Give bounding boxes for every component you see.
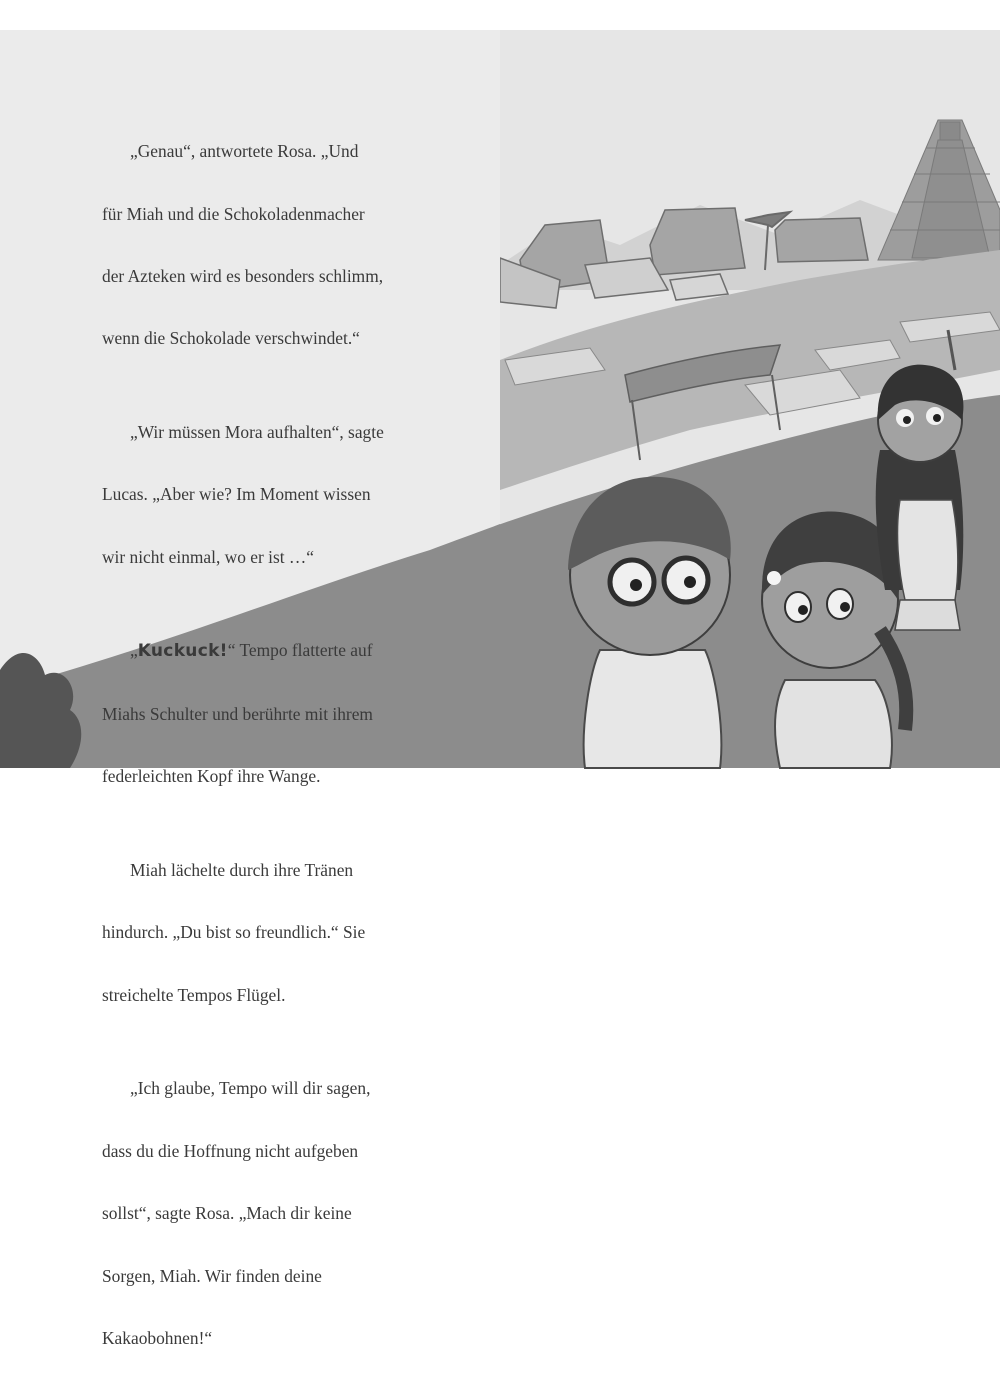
text-line: Kakaobohnen!“ [102,1327,213,1348]
sound-effect: Kuckuck! [137,641,228,662]
text-line [74,635,414,667]
text-line: wenn die Schokolade verschwindet.“ [102,328,360,349]
text-line: der Azteken wird es besonders schlimm, [102,266,384,287]
story-text [74,105,414,1385]
text-line: „Ich glaube, Tempo will dir sagen, [130,1078,371,1099]
paragraph-5 [74,1042,414,1385]
paragraph-3 [74,604,414,823]
book-spread [0,30,1000,1348]
text-line: federleichten Kopf ihre Wange. [102,766,321,787]
text-line: streichelte Tempos Flügel. [102,984,286,1005]
paragraph-1 [74,105,414,386]
text-line: Miahs Schulter und berührte mit ihrem [102,703,373,724]
text-line: dass du die Hoffnung nicht aufgeben [102,1140,359,1161]
text-line: wir nicht einmal, wo er ist …“ [102,546,315,567]
text-line: Miah lächelte durch ihre Tränen [130,859,354,880]
boy-character [568,477,731,768]
text-line: für Miah und die Schokoladenmacher [102,203,365,224]
text-line: sollst“, sagte Rosa. „Mach dir keine [102,1203,352,1224]
text-line: Lucas. „Aber wie? Im Moment wissen [102,484,371,505]
text-line: Sorgen, Miah. Wir finden deine [102,1265,322,1286]
text-line: „Wir müssen Mora aufhalten“, sagte [130,422,384,443]
open-quote: „ [130,640,138,661]
text-line: „Genau“, antwortete Rosa. „Und [130,141,359,162]
text-line: hindurch. „Du bist so freundlich.“ Sie [102,922,366,943]
paragraph-2 [74,386,414,604]
text-line-rest: “ Tempo flatterte auf [227,640,373,661]
paragraph-4 [74,824,414,1042]
